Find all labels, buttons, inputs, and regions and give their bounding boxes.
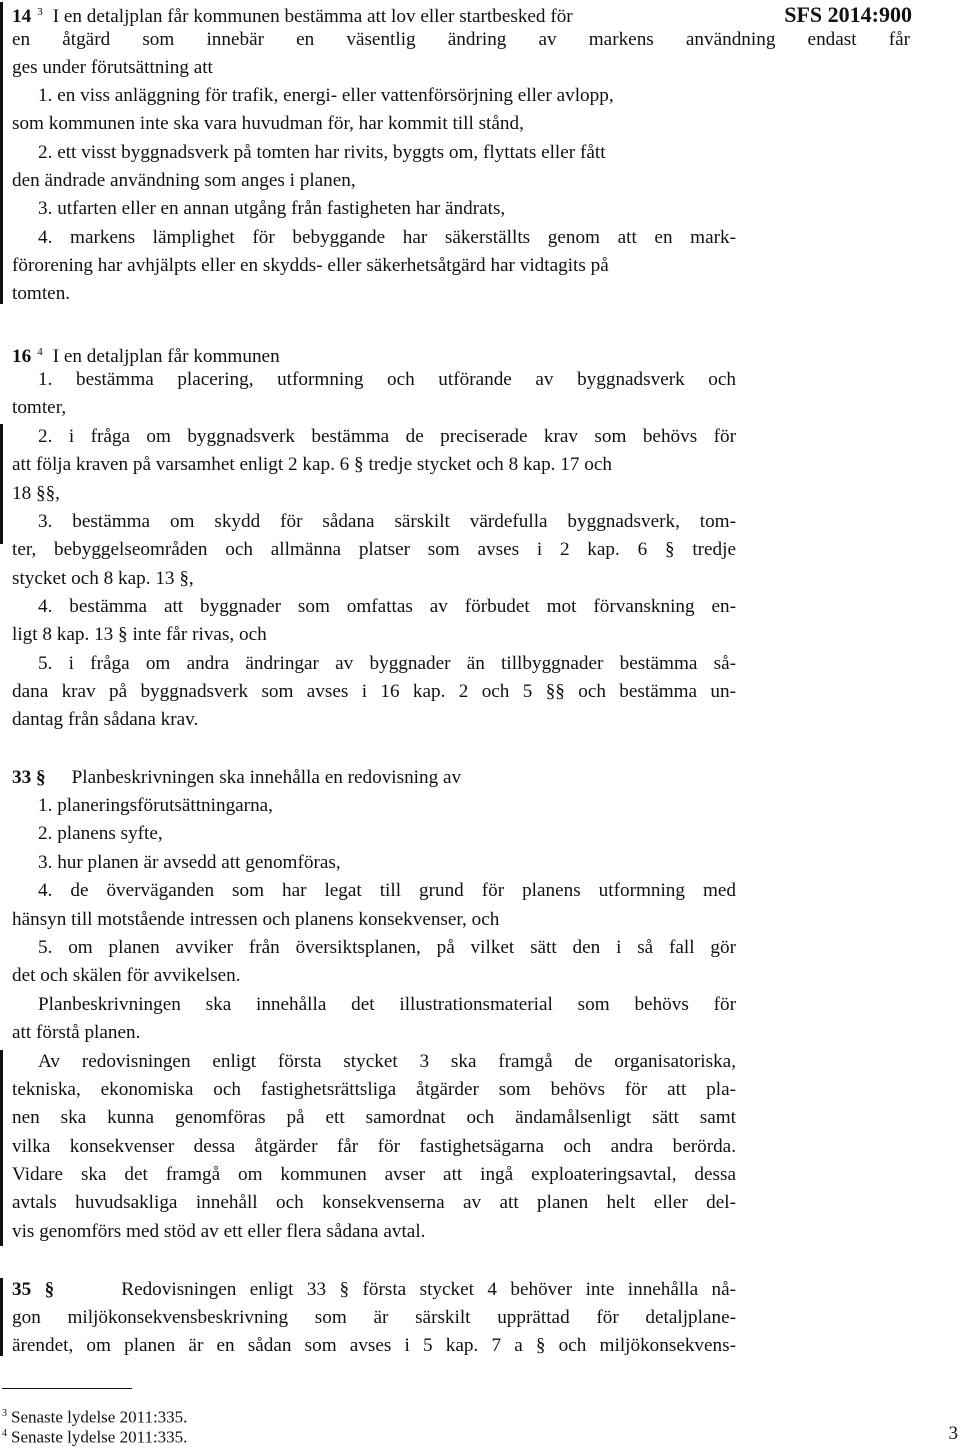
section-number: 16: [12, 346, 32, 367]
page-number: 3: [948, 1423, 958, 1444]
footnote-number: 4: [2, 1428, 7, 1439]
footnote: [2, 1424, 187, 1448]
paragraph-line: 5. om planen avviker från översiktsplanen, på vilket sätt den i så fall gör: [38, 937, 736, 958]
paragraph-line: dantag från sådana krav.: [12, 709, 199, 730]
paragraph-line: tomten.: [12, 283, 71, 304]
paragraph-line: 1. bestämma placering, utformning och utförande av byggnadsverk och: [38, 369, 736, 390]
paragraph-line: 3. utfarten eller en annan utgång från fastigheten har ändrats,: [38, 198, 506, 219]
footnote-separator: [2, 1388, 132, 1389]
paragraph-line: 1. planeringsförutsättningarna,: [38, 795, 273, 816]
paragraph-text: Planbeskrivningen ska innehålla en redovisning av: [71, 767, 462, 788]
paragraph-line: Vidare ska det framgå om kommunen avser att ingå exploateringsavtal, dessa: [12, 1164, 736, 1185]
sfs-number: SFS 2014:900: [784, 2, 912, 27]
paragraph-line: hänsyn till motstående intressen och planens konsekvenser, och: [12, 909, 500, 930]
paragraph-line: 2. planens syfte,: [38, 823, 163, 844]
paragraph-line: ärendet, om planen är en sådan som avses i 5 kap. 7 a § och miljökonsekvens-: [12, 1335, 736, 1356]
section-35-line: [12, 1278, 736, 1302]
footnote-ref: 4: [37, 346, 43, 358]
footnote-text: Senaste lydelse 2011:335.: [11, 1427, 188, 1447]
section-33-line: [12, 766, 461, 790]
paragraph-line: förorening har avhjälpts eller en skydds- eller säkerhetsåtgärd har vidtagits på: [12, 255, 609, 276]
paragraph-text: I en detaljplan får kommunen bestämma att lov eller startbesked för: [52, 6, 573, 27]
paragraph-line: 5. i fråga om andra ändringar av byggnader än tillbyggnader bestämma så-: [38, 653, 736, 674]
change-bar: [0, 424, 3, 544]
paragraph-line: nen ska kunna genomföras på ett samordnat och ändamålsenligt sätt samt: [12, 1107, 736, 1128]
paragraph-line: en åtgärd som innebär en väsentlig ändring av markens användning endast får: [12, 29, 910, 50]
paragraph-line: avtals huvudsakliga innehåll och konsekvenserna av att planen helt eller del-: [12, 1192, 736, 1213]
paragraph-text: I en detaljplan får kommunen: [52, 346, 280, 367]
paragraph-line: vis genomförs med stöd av ett eller flera sådana avtal.: [12, 1221, 426, 1242]
paragraph-line: Planbeskrivningen ska innehålla det illustrationsmaterial som behövs för: [38, 994, 736, 1015]
paragraph-line: 2. i fråga om byggnadsverk bestämma de preciserade krav som behövs för: [38, 426, 736, 447]
paragraph-line: vilka konsekvenser dessa åtgärder får för fastighetsägarna och andra berörda.: [12, 1136, 736, 1157]
change-bar: [0, 1050, 3, 1246]
paragraph-line: ter, bebyggelseområden och allmänna platser som avses i 2 kap. 6 § tredje: [12, 539, 736, 560]
paragraph-line: att följa kraven på varsamhet enligt 2 kap. 6 § tredje stycket och 8 kap. 17 och: [12, 454, 612, 475]
paragraph-line: som kommunen inte ska vara huvudman för, har kommit till stånd,: [12, 113, 524, 134]
paragraph-line: 1. en viss anläggning för trafik, energi- eller vattenförsörjning eller avlopp,: [38, 85, 614, 106]
section-number: 35 §: [12, 1279, 55, 1300]
section-number: 14: [12, 6, 32, 27]
section-number: 33 §: [12, 767, 46, 788]
paragraph-line: det och skälen för avvikelsen.: [12, 965, 241, 986]
paragraph-line: ges under förutsättning att: [12, 57, 213, 78]
paragraph-line: 18 §§,: [12, 483, 60, 504]
paragraph-line: den ändrade användning som anges i planen,: [12, 170, 356, 191]
section-16-line: [12, 340, 280, 369]
paragraph-line: 4. bestämma att byggnader som omfattas av förbudet mot förvanskning en-: [38, 596, 736, 617]
change-bar: [0, 2, 3, 304]
paragraph-line: 3. bestämma om skydd för sådana särskilt värdefulla byggnadsverk, tom-: [38, 511, 736, 532]
footnote-number: 3: [2, 1408, 7, 1419]
paragraph-line: tomter,: [12, 397, 67, 418]
paragraph-text: Redovisningen enligt 33 § första stycket 4 behöver inte innehålla nå-: [121, 1279, 737, 1300]
paragraph-line: att förstå planen.: [12, 1022, 141, 1043]
paragraph-line: 2. ett visst byggnadsverk på tomten har rivits, byggts om, flyttats eller fått: [38, 142, 606, 163]
footnote-ref: 3: [37, 6, 43, 18]
paragraph-line: gon miljökonsekvensbeskrivning som är särskilt upprättad för detaljplane-: [12, 1307, 736, 1328]
paragraph-line: stycket och 8 kap. 13 §,: [12, 568, 194, 589]
paragraph-line: 3. hur planen är avsedd att genomföras,: [38, 852, 341, 873]
section-14-line: [12, 0, 573, 29]
paragraph-line: 4. de överväganden som har legat till grund för planens utformning med: [38, 880, 736, 901]
change-bar: [0, 1278, 3, 1356]
paragraph-line: tekniska, ekonomiska och fastighetsrättsliga åtgärder som behövs för att pla-: [12, 1079, 736, 1100]
footnote-text: Senaste lydelse 2011:335.: [11, 1407, 188, 1427]
paragraph-line: dana krav på byggnadsverk som avses i 16 kap. 2 och 5 §§ och bestämma un-: [12, 681, 736, 702]
paragraph-line: Av redovisningen enligt första stycket 3 ska framgå de organisatoriska,: [38, 1051, 736, 1072]
paragraph-line: ligt 8 kap. 13 § inte får rivas, och: [12, 624, 267, 645]
change-bar: [0, 412, 3, 413]
paragraph-line: 4. markens lämplighet för bebyggande har säkerställts genom att en mark-: [38, 227, 736, 248]
